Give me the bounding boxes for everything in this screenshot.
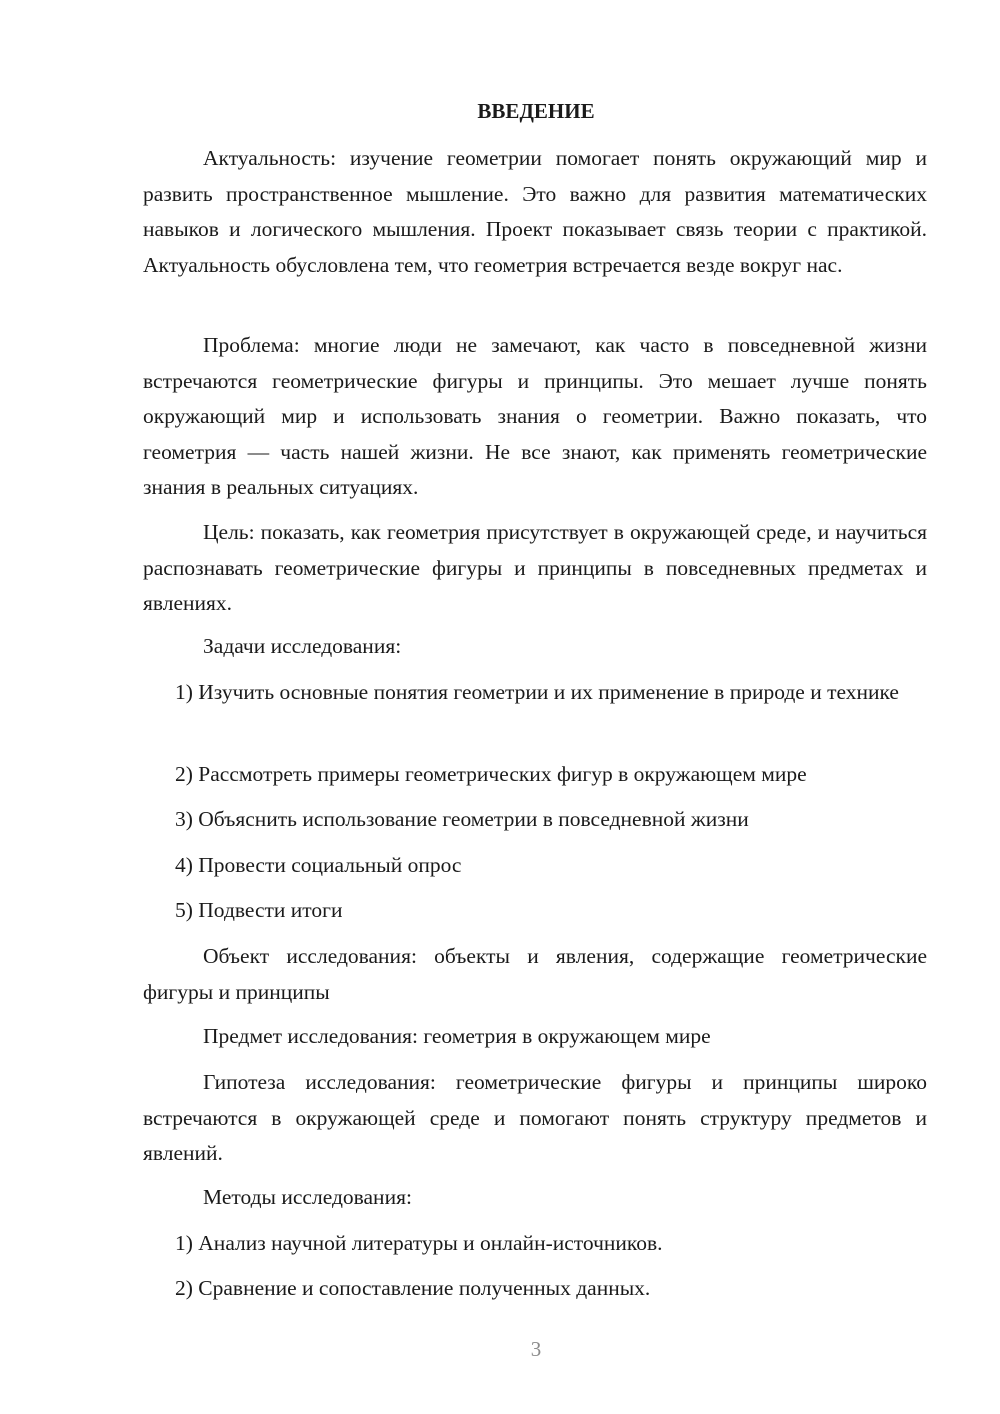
tasks-title: Задачи исследования: xyxy=(203,634,402,658)
problem-paragraph: Проблема: многие люди не замечают, как часто в повседневной жизни встречаются геометрические фигуры и принципы. Это мешает лучше понять окружающий мир и использовать знания о геометрии. Важно показать, что геометрия — часть нашей жизни. Не все знают, как применять геометрические знания в реальных ситуациях. xyxy=(143,333,927,499)
task-item-5: 5) Подвести итоги xyxy=(175,898,343,922)
goal-paragraph: Цель: показать, как геометрия присутствует в окружающей среде, и научиться распознавать геометрические фигуры и принципы в повседневных предметах и явлениях. xyxy=(143,520,927,615)
task-item-1: 1) Изучить основные понятия геометрии и их применение в природе и технике xyxy=(175,680,899,704)
relevance-paragraph: Актуальность: изучение геометрии помогает понять окружающий мир и развить пространственное мышление. Это важно для развития математических навыков и логического мышления. Проект показывает связь теории с практикой. Актуальность обусловлена тем, что геометрия встречается везде вокруг нас. xyxy=(143,146,927,277)
task-item-4: 4) Провести социальный опрос xyxy=(175,853,462,877)
method-item-2: 2) Сравнение и сопоставление полученных данных. xyxy=(175,1276,651,1300)
methods-title: Методы исследования: xyxy=(203,1185,412,1209)
object-paragraph: Объект исследования: объекты и явления, содержащие геометрические фигуры и принципы xyxy=(143,944,927,1004)
task-item-3: 3) Объяснить использование геометрии в повседневной жизни xyxy=(175,807,749,831)
page-number: 3 xyxy=(530,1337,542,1361)
page-title: ВВЕДЕНИЕ xyxy=(477,99,595,123)
hypothesis-paragraph: Гипотеза исследования: геометрические фигуры и принципы широко встречаются в окружающей среде и помогают понять структуру предметов и явлений. xyxy=(143,1070,927,1165)
method-item-1: 1) Анализ научной литературы и онлайн-источников. xyxy=(175,1231,663,1255)
subject-paragraph: Предмет исследования: геометрия в окружающем мире xyxy=(203,1024,711,1048)
task-item-2: 2) Рассмотреть примеры геометрических фигур в окружающем мире xyxy=(175,762,807,786)
